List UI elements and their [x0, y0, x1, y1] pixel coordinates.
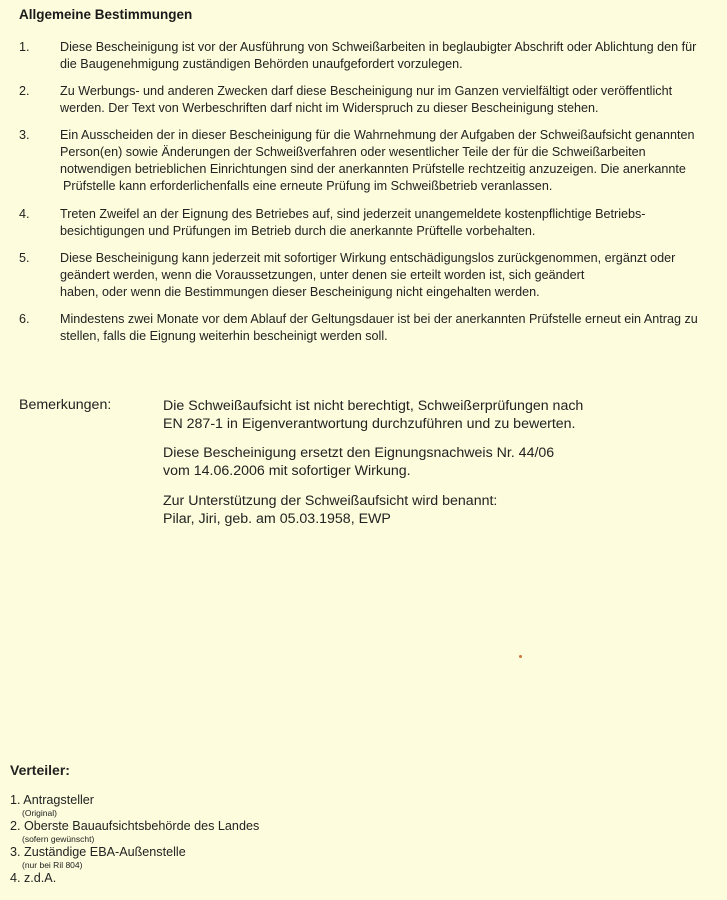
- item-text: [60, 311, 719, 345]
- remark-line: Zur Unterstützung der Schweißaufsicht wird benannt:: [163, 493, 498, 509]
- distribution-item: 2. Oberste Bauaufsichtsbehörde des Landes: [10, 819, 260, 833]
- text-line: die Baugenehmigung zuständigen Behörden unaufgefordert vorzulegen.: [60, 57, 463, 71]
- item-number: 1.: [19, 40, 30, 54]
- item-number: 3.: [19, 128, 30, 142]
- item-text: [60, 127, 719, 195]
- provision-item-1: [19, 39, 719, 73]
- ink-speck: [519, 655, 522, 658]
- text-line: Treten Zweifel an der Eignung des Betriebes auf, sind jederzeit unangemeldete kostenpflichtige Betriebs-: [60, 207, 646, 221]
- text-line: stellen, falls die Eignung weiterhin bescheinigt werden soll.: [60, 329, 388, 343]
- provision-item-4: [19, 206, 719, 240]
- text-line: werden. Der Text von Werbeschriften darf nicht im Widerspruch zu dieser Bescheinigung stehen.: [60, 101, 599, 115]
- distribution-note: (nur bei Ril 804): [22, 860, 83, 870]
- remarks-block-2: [163, 444, 554, 480]
- text-line: Prüfstelle kann erforderlichenfalls eine erneute Prüfung im Schweißbetrieb veranlassen.: [63, 179, 553, 193]
- provision-item-5: [19, 250, 719, 301]
- remark-line: Die Schweißaufsicht ist nicht berechtigt, Schweißerprüfungen nach: [163, 398, 584, 414]
- text-line: Mindestens zwei Monate vor dem Ablauf der Geltungsdauer ist bei der anerkannten Prüfstelle erneut ein Antrag zu: [60, 312, 698, 326]
- provision-item-2: [19, 83, 719, 117]
- distribution-item: 4. z.d.A.: [10, 871, 57, 885]
- item-text: [60, 39, 719, 73]
- provision-item-3: [19, 127, 719, 195]
- distribution-list: [10, 793, 259, 886]
- text-line: haben, oder wenn die Bestimmungen dieser Bescheinigung nicht eingehalten werden.: [60, 285, 540, 299]
- item-number: 5.: [19, 251, 30, 265]
- section-heading: Allgemeine Bestimmungen: [19, 7, 193, 22]
- distribution-item: 1. Antragsteller: [10, 793, 95, 807]
- remark-line: vom 14.06.2006 mit sofortiger Wirkung.: [163, 463, 411, 479]
- text-line: Ein Ausscheiden der in dieser Bescheinigung für die Wahrnehmung der Aufgaben der Schweißaufsicht genannten: [60, 128, 695, 142]
- item-text: [60, 83, 719, 117]
- remarks-block-3: [163, 492, 497, 528]
- remark-line: Diese Bescheinigung ersetzt den Eignungsnachweis Nr. 44/06: [163, 445, 555, 461]
- item-text: [60, 206, 719, 240]
- distribution-item: 3. Zuständige EBA-Außenstelle: [10, 845, 186, 859]
- item-number: 2.: [19, 84, 30, 98]
- remark-line: Pilar, Jiri, geb. am 05.03.1958, EWP: [163, 511, 391, 527]
- text-line: Diese Bescheinigung ist vor der Ausführung von Schweißarbeiten in beglaubigter Abschrift oder Ablichtung den für: [60, 40, 697, 54]
- provision-item-6: [19, 311, 719, 345]
- text-line: Diese Bescheinigung kann jederzeit mit sofortiger Wirkung entschädigungslos zurückgenommen, ergänzt oder: [60, 251, 676, 265]
- distribution-title: Verteiler:: [10, 762, 70, 778]
- distribution-note: (sofern gewünscht): [22, 834, 95, 844]
- item-text: [60, 250, 719, 301]
- item-number: 4.: [19, 207, 30, 221]
- text-line: Person(en) sowie Änderungen der Schweißverfahren oder wesentlicher Teile der für die Schweißarbeiten: [60, 145, 646, 159]
- text-line: Zu Werbungs- und anderen Zwecken darf diese Bescheinigung nur im Ganzen vervielfältigt oder veröffentlicht: [60, 84, 673, 98]
- text-line: notwendigen betrieblichen Einrichtungen sind der anerkannten Prüfstelle rechtzeitig anzuzeigen. Die anerkannte: [60, 162, 686, 176]
- remarks-label: Bemerkungen:: [19, 397, 112, 413]
- text-line: geändert werden, wenn die Voraussetzungen, unter denen sie erteilt worden ist, sich geändert: [60, 268, 585, 282]
- distribution-note: (Original): [22, 808, 57, 818]
- item-number: 6.: [19, 312, 30, 326]
- remarks-block-1: [163, 397, 583, 433]
- remark-line: EN 287-1 in Eigenverantwortung durchzuführen und zu bewerten.: [163, 416, 576, 432]
- text-line: besichtigungen und Prüfungen im Betrieb durch die anerkannte Prüftelle vorbehalten.: [60, 224, 536, 238]
